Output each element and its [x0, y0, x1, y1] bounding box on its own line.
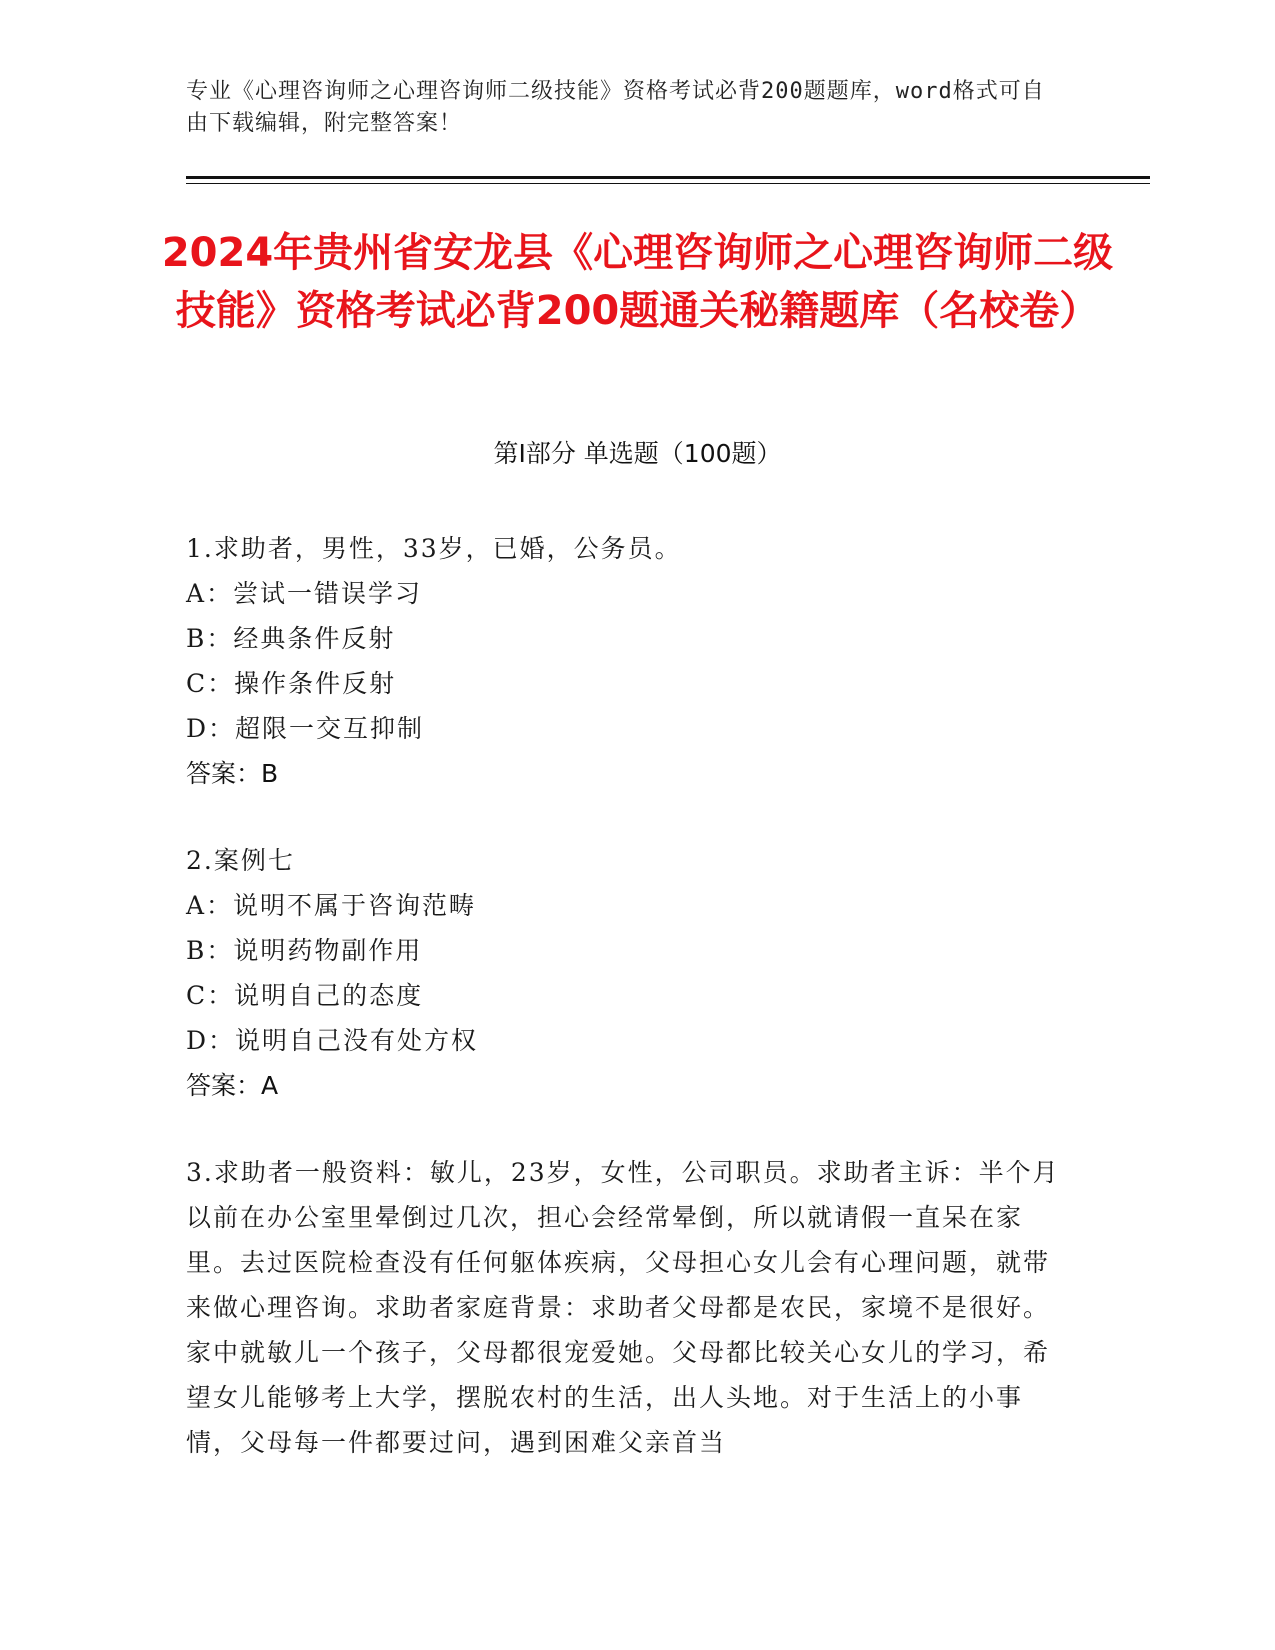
option-c: C：操作条件反射 — [186, 669, 397, 698]
option-b: B：经典条件反射 — [186, 624, 396, 653]
question-3 — [186, 1150, 1066, 1465]
question-list — [186, 526, 1066, 1507]
option-d: D：超限一交互抑制 — [186, 714, 425, 743]
answer: 答案：A — [186, 1071, 279, 1100]
question-stem: 1.求助者，男性，33岁，已婚，公务员。 — [186, 534, 682, 563]
question-stem: 2.案例七 — [186, 846, 295, 875]
header-divider-thin — [186, 183, 1150, 184]
option-a: A：尝试一错误学习 — [186, 579, 423, 608]
header-divider-thick — [186, 176, 1150, 179]
answer: 答案：B — [186, 759, 279, 788]
option-a: A：说明不属于咨询范畴 — [186, 891, 477, 920]
question-stem: 3.求助者一般资料：敏儿，23岁，女性，公司职员。求助者主诉：半个月以前在办公室里晕倒过几次，担心会经常晕倒，所以就请假一直呆在家里。去过医院检查没有任何躯体疾病，父母担心女儿会有心理问题，就带来做心理咨询。求助者家庭背景：求助者父母都是农民，家境不是很好。家中就敏儿一个孩子，父母都很宠爱她。父母都比较关心女儿的学习，希望女儿能够考上大学，摆脱农村的生活，出人头地。对于生活上的小事情，父母每一件都要过问，遇到困难父亲首当 — [186, 1158, 1060, 1457]
document-title: 2024年贵州省安龙县《心理咨询师之心理咨询师二级技能》资格考试必背200题通关秘籍题库（名校卷） — [161, 230, 1114, 334]
option-d: D：说明自己没有处方权 — [186, 1026, 479, 1055]
header-note: 专业《心理咨询师之心理咨询师二级技能》资格考试必背200题题库，word格式可自由下载编辑，附完整答案！ — [186, 79, 1045, 136]
section-title: 第I部分 单选题（100题） — [493, 439, 782, 468]
question-2 — [186, 838, 1066, 1108]
question-1 — [186, 526, 1066, 796]
option-b: B：说明药物副作用 — [186, 936, 423, 965]
option-c: C：说明自己的态度 — [186, 981, 424, 1010]
